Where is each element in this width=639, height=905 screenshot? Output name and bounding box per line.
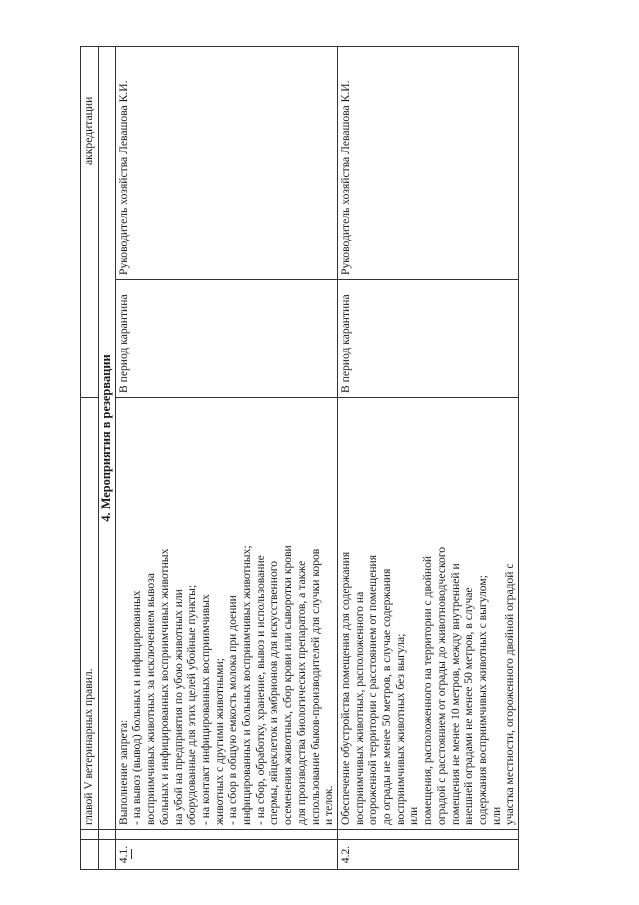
content-line: восприимчивых животных, расположенного на xyxy=(352,591,366,825)
content-line: и телок. xyxy=(322,785,336,825)
row-content xyxy=(337,398,518,830)
row-number: 4.1. xyxy=(116,845,130,864)
content-line: больных и инфицированных восприимчивых животных xyxy=(157,548,171,825)
row-responsible: Руководитель хозяйства Левашова К.И. xyxy=(115,47,337,280)
content-line: огороженной территории с расстоянием от помещения xyxy=(366,554,380,825)
content-line: помещения не менее 10 метров, между внутренней и xyxy=(448,563,462,825)
content-line: инфицированных и больных восприимчивых животных; xyxy=(240,545,254,825)
section-title: 4. Мероприятия в резервации xyxy=(99,47,116,830)
continuation-row xyxy=(81,47,99,870)
content-line: Обеспечение обустройства помещения для содержания xyxy=(338,551,352,825)
content-line: оградой с расстоянием от ограды до животноводческого xyxy=(434,546,448,825)
content-line: на убой на предприятия по убою животных или xyxy=(171,589,185,825)
content-line: спермы, яйцеклеток и эмбрионов для искусственного xyxy=(267,560,281,825)
content-line: - на сбор, обработку, хранение, вывоз и использование xyxy=(253,555,267,825)
section-header-row xyxy=(99,47,116,870)
measures-table xyxy=(80,46,519,870)
row-number-cell xyxy=(337,840,518,870)
row-number: 4.2. xyxy=(338,845,352,864)
content-line: внешней оградами не менее 50 метров, в случае xyxy=(462,587,476,825)
content-line: - на сбор в общую емкость молока при доении xyxy=(226,595,240,825)
content-line: или xyxy=(407,806,421,825)
continuation-right-text: аккредитации xyxy=(81,47,99,398)
content-line: участка местности, огороженного двойной оградой с xyxy=(503,563,517,825)
continuation-left-text: главой V ветеринарных правил. xyxy=(81,398,99,830)
content-line: осеменения животных, сбор крови или сыворотки крови xyxy=(281,545,295,825)
content-line: помещения, расположенного на территории с двойной xyxy=(421,555,435,825)
row-number-cell xyxy=(115,840,337,870)
content-line: - на вывоз (вывод) больных и инфицированных xyxy=(130,590,144,825)
content-line: животных с другими животными; xyxy=(212,658,226,825)
content-line: использование быков-производителей для случки коров xyxy=(308,548,322,825)
content-line: оборудованные для этих целей убойные пункты; xyxy=(185,584,199,825)
content-line: содержания восприимчивых животных с выгулом; xyxy=(475,575,489,825)
row-period: В период карантина xyxy=(115,280,337,398)
row-responsible: Руководитель хозяйства Левашова К.И. xyxy=(337,47,518,280)
table-row xyxy=(115,47,337,870)
content-line: для производства биологических препаратов, а также xyxy=(294,560,308,825)
table-row xyxy=(337,47,518,870)
content-line: или xyxy=(489,806,503,825)
row-period: В период карантина xyxy=(337,280,518,398)
content-line: восприимчивых животных за исключением вывоза xyxy=(144,573,158,825)
content-line: Выполнение запрета: xyxy=(116,719,130,825)
content-line: - на контакт инфицированных восприимчивых xyxy=(198,594,212,825)
row-number-underline xyxy=(131,850,132,860)
content-line: до ограды не менее 50 метров, в случае содержания xyxy=(380,568,394,825)
content-line: восприимчивых животных без выгула; xyxy=(393,633,407,825)
row-content xyxy=(115,398,337,830)
